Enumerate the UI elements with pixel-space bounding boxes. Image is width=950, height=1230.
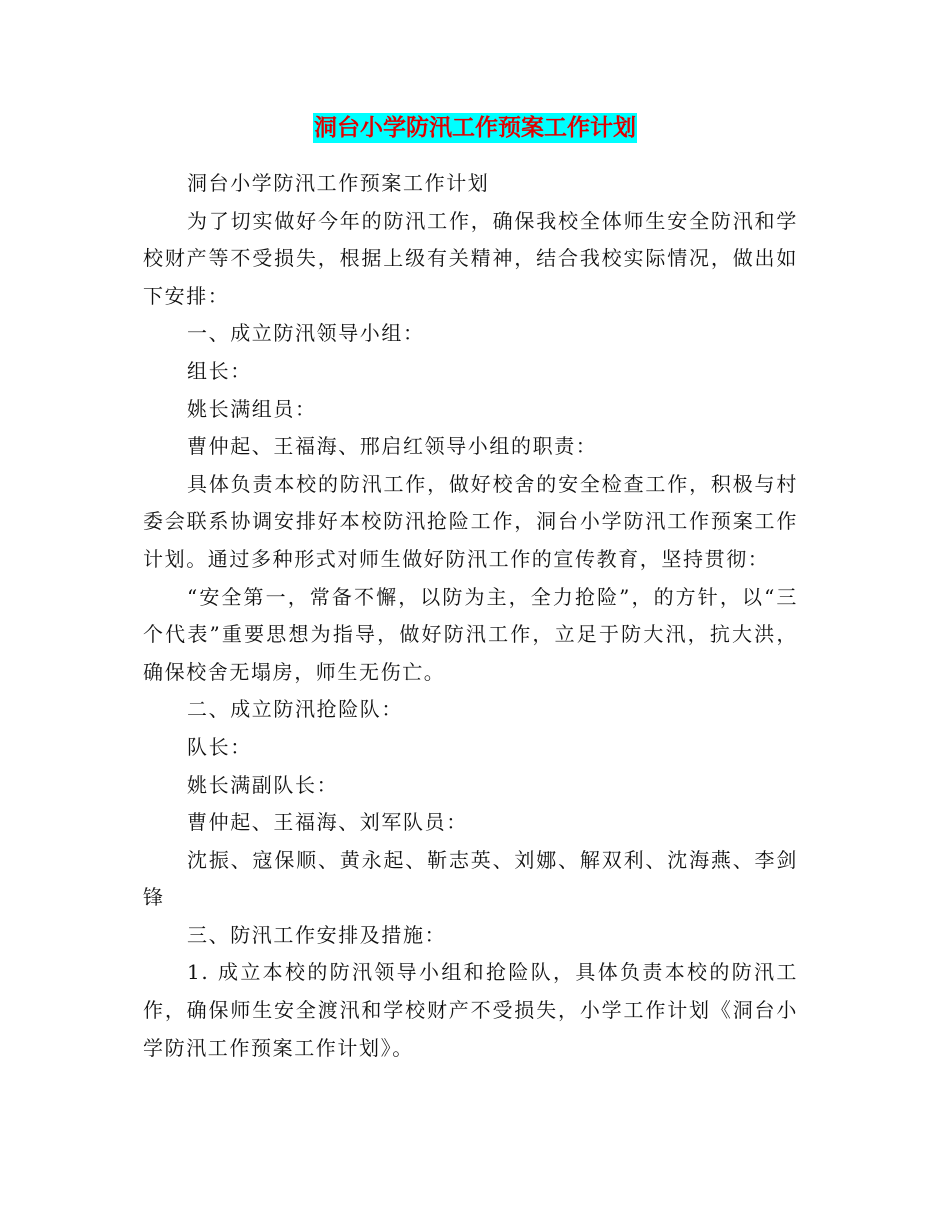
paragraph-team-members-label: 曹仲起、王福海、刘军队员： (187, 810, 468, 835)
paragraph-group-members: 曹仲起、王福海、邢启红领导小组的职责： (187, 434, 598, 459)
title-wrap (0, 113, 950, 143)
document-title: 洞台小学防汛工作预案工作计划 (314, 114, 636, 141)
paragraph-subtitle: 洞台小学防汛工作预案工作计划 (187, 171, 490, 195)
paragraph-responsibilities: 具体负责本校的防汛工作，做好校舍的安全检查工作，积极与村委会联系协调安排好本校防汛抢险工作，洞台小学防汛工作预案工作计划。通过多种形式对师生做好防汛工作的宣传教育，坚持贯彻： (143, 471, 798, 571)
section-heading-rescue-team: 二、成立防汛抢险队： (187, 697, 403, 722)
paragraph-team-members: 沈振、寇保顺、黄永起、靳志英、刘娜、解双利、沈海燕、李剑锋 (143, 847, 798, 910)
section-heading-leadership-group: 一、成立防汛领导小组： (187, 321, 425, 346)
document-body (143, 165, 798, 1067)
paragraph-deputy-leader: 姚长满副队长： (187, 772, 339, 797)
paragraph-group-members-label: 姚长满组员： (187, 396, 317, 421)
paragraph-team-leader: 队长： (187, 734, 252, 759)
section-heading-measures: 三、防汛工作安排及措施： (187, 922, 447, 947)
paragraph-group-leader: 组长： (187, 358, 252, 383)
paragraph-intro: 为了切实做好今年的防汛工作，确保我校全体师生安全防汛和学校财产等不受损失，根据上级有关精神，结合我校实际情况，做出如下安排： (143, 208, 798, 308)
paragraph-policy: “安全第一，常备不懈，以防为主，全力抢险”，的方针，以“三个代表”重要思想为指导，做好防汛工作，立足于防大汛，抗大洪，确保校舍无塌房，师生无伤亡。 (143, 584, 798, 684)
paragraph-measure-1: 1. 成立本校的防汛领导小组和抢险队，具体负责本校的防汛工作，确保师生安全渡汛和学校财产不受损失，小学工作计划《洞台小学防汛工作预案工作计划》。 (143, 960, 798, 1060)
